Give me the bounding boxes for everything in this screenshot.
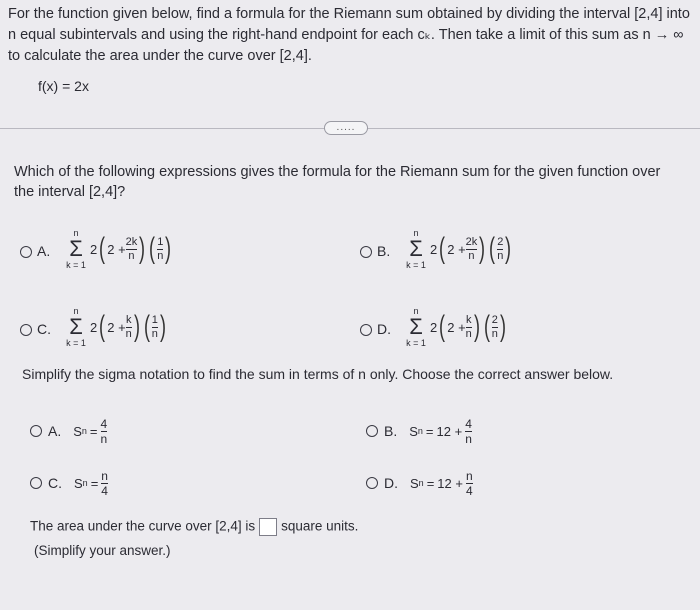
question2-prompt: Simplify the sigma notation to find the sum in terms of n only. Choose the correct answer below. xyxy=(22,366,614,382)
constant-term: 12 + xyxy=(436,423,463,439)
subscript: n xyxy=(82,478,88,488)
right-paren: ) xyxy=(139,232,146,265)
radio-button[interactable] xyxy=(30,477,42,489)
fraction xyxy=(465,418,472,445)
denominator: n xyxy=(125,327,132,340)
sum-lower-limit: k = 1 xyxy=(406,338,426,348)
area-answer-input[interactable] xyxy=(259,518,277,536)
right-paren: ) xyxy=(499,310,506,343)
left-paren: ( xyxy=(99,232,106,265)
option-label: D. xyxy=(377,321,391,337)
area-answer-line xyxy=(30,518,358,536)
q1-option-c[interactable] xyxy=(20,306,320,352)
radio-button[interactable] xyxy=(20,246,32,258)
denominator: n xyxy=(468,249,475,262)
fraction xyxy=(126,315,132,340)
denominator: 4 xyxy=(101,483,108,498)
radio-button[interactable] xyxy=(360,324,372,336)
radio-button[interactable] xyxy=(30,425,42,437)
left-paren: ( xyxy=(489,232,496,265)
sum-formula xyxy=(409,418,472,445)
numerator: 1 xyxy=(157,235,164,248)
function-definition: f(x) = 2x xyxy=(38,78,89,94)
sigma-icon: Σ xyxy=(69,236,83,261)
radio-button[interactable] xyxy=(366,477,378,489)
denominator: n xyxy=(157,249,164,262)
problem-statement: For the function given below, find a formula for the Riemann sum obtained by dividing the interval [2,4] into n equal subintervals and using the right-hand endpoint for each cₖ. Then take a limit of this sum as n → ∞ to calculate the area under the curve over [2,4]. xyxy=(8,6,690,64)
sum-upper-limit: n xyxy=(73,228,79,238)
fraction xyxy=(152,315,158,340)
sum-lower-limit: k = 1 xyxy=(66,260,86,270)
right-paren: ) xyxy=(159,310,166,343)
lhs: S xyxy=(74,475,83,491)
denominator: n xyxy=(465,431,472,446)
sigma-icon: Σ xyxy=(409,236,423,261)
right-paren: ) xyxy=(505,232,512,265)
left-paren: ( xyxy=(483,310,490,343)
sum-upper-limit: n xyxy=(73,306,79,316)
right-paren: ) xyxy=(133,310,140,343)
numerator: k xyxy=(465,313,472,326)
inner-term: 2 + xyxy=(107,241,126,257)
q2-option-b[interactable] xyxy=(366,414,472,448)
subscript: n xyxy=(81,426,87,436)
denominator: n xyxy=(497,249,504,262)
sum-formula xyxy=(73,418,107,445)
lhs: S xyxy=(73,423,82,439)
expand-more-button[interactable]: ..... xyxy=(324,121,368,135)
right-paren: ) xyxy=(479,232,486,265)
coefficient: 2 xyxy=(430,319,438,335)
equals-sign: = xyxy=(90,475,99,491)
left-paren: ( xyxy=(143,310,150,343)
option-label: C. xyxy=(48,475,62,491)
left-paren: ( xyxy=(149,232,156,265)
fraction xyxy=(101,470,108,497)
coefficient: 2 xyxy=(90,241,98,257)
inner-term: 2 + xyxy=(447,319,466,335)
fraction xyxy=(101,418,108,445)
sum-lower-limit: k = 1 xyxy=(66,338,86,348)
option-label: D. xyxy=(384,475,398,491)
radio-button[interactable] xyxy=(366,425,378,437)
equals-sign: = xyxy=(89,423,98,439)
fraction xyxy=(466,315,472,340)
denominator: n xyxy=(151,327,158,340)
coefficient: 2 xyxy=(430,241,438,257)
sigma-icon: Σ xyxy=(69,314,83,339)
equals-sign: = xyxy=(426,475,435,491)
radio-button[interactable] xyxy=(360,246,372,258)
lhs: S xyxy=(410,475,419,491)
left-paren: ( xyxy=(439,232,446,265)
option-label: B. xyxy=(377,243,391,259)
coefficient: 2 xyxy=(90,319,98,335)
right-paren: ) xyxy=(165,232,172,265)
denominator: n xyxy=(100,431,108,446)
equals-sign: = xyxy=(425,423,434,439)
numerator: 2k xyxy=(465,235,478,248)
left-paren: ( xyxy=(439,310,446,343)
inner-term: 2 + xyxy=(447,241,466,257)
denominator: n xyxy=(128,249,135,262)
subscript: n xyxy=(418,478,424,488)
sum-formula xyxy=(410,470,473,497)
numerator: 1 xyxy=(151,313,158,326)
sigma-expression xyxy=(62,228,173,270)
q1-option-a[interactable] xyxy=(20,228,320,274)
lhs: S xyxy=(409,423,418,439)
numerator: 2 xyxy=(491,313,498,326)
area-text-before: The area under the curve over [2,4] is xyxy=(30,518,256,534)
fraction xyxy=(466,470,473,497)
constant-term: 12 + xyxy=(437,475,463,491)
option-label: A. xyxy=(37,243,51,259)
fraction xyxy=(157,237,163,262)
option-label: B. xyxy=(384,423,398,439)
fraction xyxy=(497,237,503,262)
sigma-expression xyxy=(402,306,508,348)
numerator: k xyxy=(125,313,132,326)
numerator: 4 xyxy=(465,416,472,431)
subscript: n xyxy=(417,426,423,436)
inner-term: 2 + xyxy=(107,319,126,335)
option-label: A. xyxy=(48,423,62,439)
sum-upper-limit: n xyxy=(413,306,419,316)
sum-formula xyxy=(74,470,108,497)
q2-option-c[interactable] xyxy=(30,466,108,500)
sigma-icon: Σ xyxy=(409,314,423,339)
fraction xyxy=(466,237,478,262)
numerator: n xyxy=(101,468,108,483)
denominator: n xyxy=(491,327,498,340)
sum-lower-limit: k = 1 xyxy=(406,260,426,270)
denominator: 4 xyxy=(465,483,473,498)
sum-upper-limit: n xyxy=(413,228,419,238)
denominator: n xyxy=(465,327,472,340)
sigma-expression xyxy=(62,306,168,348)
numerator: n xyxy=(465,468,473,483)
fraction xyxy=(126,237,138,262)
simplify-hint: (Simplify your answer.) xyxy=(34,543,171,558)
numerator: 4 xyxy=(100,416,108,431)
q1-option-b[interactable] xyxy=(360,228,660,274)
right-paren: ) xyxy=(473,310,480,343)
q2-option-a[interactable] xyxy=(30,414,107,448)
q2-option-d[interactable] xyxy=(366,466,473,500)
radio-button[interactable] xyxy=(20,324,32,336)
area-text-after: square units. xyxy=(281,518,359,534)
option-label: C. xyxy=(37,321,51,337)
question1-prompt: Which of the following expressions gives the formula for the Riemann sum for the given function over the interval [2,4]? xyxy=(14,164,661,200)
sigma-expression xyxy=(402,228,513,270)
fraction xyxy=(492,315,498,340)
numerator: 2 xyxy=(497,235,504,248)
q1-option-d[interactable] xyxy=(360,306,660,352)
numerator: 2k xyxy=(125,235,138,248)
left-paren: ( xyxy=(99,310,106,343)
